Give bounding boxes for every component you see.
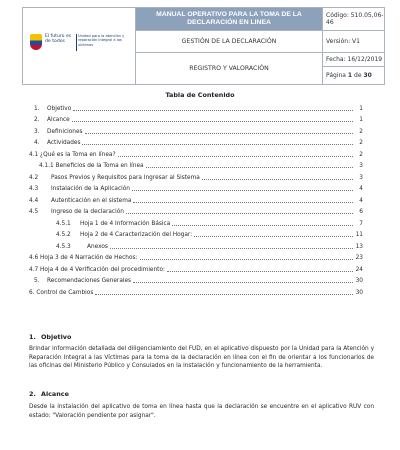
toc-leader (118, 156, 353, 157)
table-of-contents (29, 103, 363, 299)
toc-entry-text: Alcance (47, 117, 70, 124)
document-title-cell (136, 8, 323, 31)
document-version: Versión: V1 (323, 31, 385, 53)
toc-entry-page: 30 (355, 278, 363, 285)
toc-entry-number: 4.5 (29, 209, 39, 216)
toc-entry-text: 4.1.1 Beneficios de la Toma en línea (39, 163, 144, 170)
toc-entry[interactable] (29, 241, 363, 253)
toc-entry-number: 4.2 (29, 174, 39, 181)
logo-text-primary: El futuro es de todos (45, 34, 72, 44)
toc-entry[interactable] (29, 184, 363, 196)
logo-text-secondary: Unidad para la atención y reparación integral a las víctimas (78, 34, 125, 47)
toc-leader (110, 248, 353, 249)
toc-entry-text: Objetivo (47, 105, 72, 112)
toc-entry[interactable] (29, 138, 363, 150)
section-paragraph-alcance: Desde la instalación del aplicativo de toma en línea hasta que la declaración se encuentre en el aplicativo RUV con estado: "Valoración pendiente por asignar". (29, 404, 374, 419)
toc-entry-number: 1. (34, 105, 40, 112)
document-code: Código: 510.05,06-46 (323, 8, 385, 31)
toc-entry-text: Definiciones (47, 128, 83, 135)
toc-entry[interactable] (29, 126, 363, 138)
toc-entry-page: 24 (355, 266, 363, 273)
page-label: Página (326, 72, 346, 79)
toc-entry-number: 4. (34, 140, 40, 147)
toc-entry-text: Ingreso de la declaración (51, 209, 124, 216)
toc-leader (126, 213, 353, 214)
toc-entry[interactable] (29, 253, 363, 265)
toc-entry-number: 4.4 (29, 197, 39, 204)
toc-entry-page: 2 (359, 128, 363, 135)
toc-entry[interactable] (29, 195, 363, 207)
toc-entry-text: Anexos (87, 243, 108, 250)
toc-entry[interactable] (29, 207, 363, 219)
toc-leader (172, 225, 353, 226)
toc-leader (194, 236, 353, 237)
toc-entry-text: Pasos Previos y Requisitos para Ingresar al Sistema (51, 174, 200, 181)
logo-cell (23, 8, 136, 84)
section-heading-alcance (29, 390, 69, 398)
toc-leader (85, 133, 353, 134)
section-title: Objetivo (41, 333, 72, 341)
toc-entry[interactable] (29, 115, 363, 127)
document-header (22, 7, 385, 85)
toc-entry-text: 6. Control de Cambios (29, 289, 94, 296)
toc-entry-text: 4.1 ¿Qué es la Toma en línea? (29, 151, 116, 158)
toc-entry-text: Autenticación en el sistema (51, 197, 132, 204)
section-paragraph-objetivo: Brindar información detallada del diligenciamiento del FUD, en el aplicativo dispuesto por la Unidad para la Atención y Reparación Integral a las Víctimas para la toma de la declaración en línea con el fin de orientar a los funcionarios de las oficinas del Ministerio Público y Consulados en la instalación y funcionamiento de la herramienta. (29, 346, 374, 369)
toc-leader (202, 179, 353, 180)
toc-entry-page: 6 (359, 209, 363, 216)
toc-leader (167, 271, 353, 272)
toc-entry-text: Actividades (47, 140, 81, 147)
process-name: GESTIÓN DE LA DECLARACIÓN (136, 31, 323, 53)
toc-entry[interactable] (29, 264, 363, 276)
toc-title: Tabla de Contenido (165, 91, 235, 99)
coat-of-arms-icon (30, 34, 42, 50)
toc-entry-page: 2 (359, 151, 363, 158)
toc-entry-text: Instalación de la Aplicación (51, 186, 130, 193)
page-of: de (354, 72, 362, 79)
toc-leader (133, 202, 353, 203)
section-heading-objetivo (29, 333, 71, 341)
toc-entry-page: 4 (359, 197, 363, 204)
toc-entry-page: 1 (359, 117, 363, 124)
toc-entry-page: 23 (355, 255, 363, 262)
toc-entry-text: Hoja 2 de 4 Caracterización del Hogar: (80, 232, 193, 239)
page-current: 1 (347, 72, 353, 79)
toc-entry[interactable] (29, 230, 363, 242)
toc-entry-number: 4.5.1 (56, 220, 71, 227)
document-title: MANUAL OPERATIVO PARA LA TOMA DE LA DECLARACIÓN EN LINEA (156, 11, 302, 26)
toc-leader (95, 294, 353, 295)
toc-entry[interactable] (29, 172, 363, 184)
toc-entry-page: 7 (359, 220, 363, 227)
toc-leader (140, 259, 354, 260)
toc-entry-page: 1 (359, 105, 363, 112)
logo-separator (76, 34, 77, 51)
page-indicator (323, 67, 385, 84)
toc-entry-page: 13 (355, 243, 363, 250)
toc-leader (72, 121, 353, 122)
toc-entry-number: 5. (34, 278, 40, 285)
toc-leader (82, 144, 353, 145)
toc-entry-text: Hoja 1 de 4 Información Básica (80, 220, 171, 227)
subprocess-name: REGISTRO Y VALORACIÓN (136, 53, 323, 84)
toc-entry-number: 4.5.3 (56, 243, 71, 250)
toc-entry[interactable] (29, 218, 363, 230)
toc-entry[interactable] (29, 149, 363, 161)
toc-entry-number: 3. (34, 128, 40, 135)
page-total: 30 (363, 72, 372, 79)
toc-entry[interactable] (29, 276, 363, 288)
toc-entry[interactable] (29, 287, 363, 299)
logo (30, 32, 130, 58)
toc-entry-page: 3 (359, 174, 363, 181)
toc-leader (132, 190, 353, 191)
toc-entry-page: 2 (359, 140, 363, 147)
toc-entry-page: 4 (359, 186, 363, 193)
toc-entry-number: 2. (34, 117, 40, 124)
toc-leader (133, 282, 353, 283)
toc-entry-page: 30 (355, 289, 363, 296)
toc-entry-page: 3 (359, 163, 363, 170)
toc-leader (73, 110, 353, 111)
toc-entry-number: 4.3 (29, 186, 39, 193)
toc-leader (146, 167, 353, 168)
toc-entry[interactable] (29, 103, 363, 115)
toc-entry-page: 11 (355, 232, 363, 239)
toc-entry-text: 4.6 Hoja 3 de 4 Narración de Hechos: (29, 255, 138, 262)
toc-entry-text: Recomendaciones Generales (47, 278, 132, 285)
section-number: 2. (29, 390, 36, 398)
toc-entry[interactable] (29, 161, 363, 173)
toc-entry-number: 4.5.2 (56, 232, 71, 239)
document-date: Fecha: 16/12/2019 (323, 53, 385, 67)
section-title: Alcance (41, 390, 69, 398)
toc-entry-text: 4.7 Hoja 4 de 4 Verificación del procedimiento: (29, 266, 165, 273)
section-number: 1. (29, 333, 36, 341)
